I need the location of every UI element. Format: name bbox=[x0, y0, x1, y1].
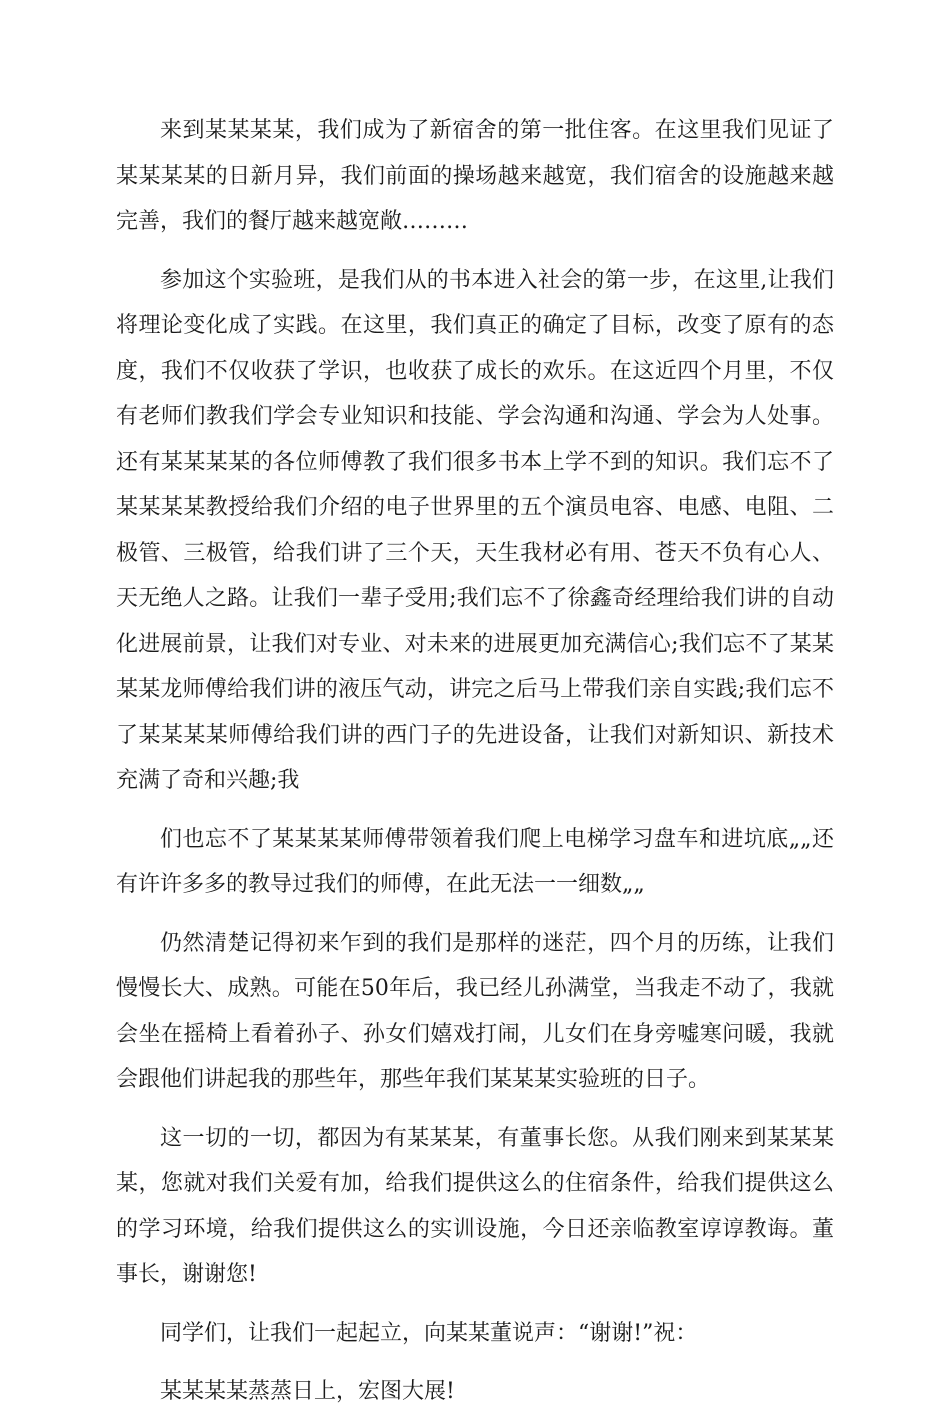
paragraph-4: 仍然清楚记得初来乍到的我们是那样的迷茫，四个月的历练，让我们慢慢长大、成熟。可能在50年后，我已经儿孙满堂，当我走不动了，我就会坐在摇椅上看着孙子、孙女们嬉戏打闹，儿女们在身旁嘘寒问暖，我就会跟他们讲起我的那些年，那些年我们某某某实验班的日子。 bbox=[116, 930, 834, 1092]
document-body bbox=[116, 108, 834, 1415]
paragraph-1: 来到某某某某，我们成为了新宿舍的第一批住客。在这里我们见证了某某某某的日新月异，我们前面的操场越来越宽，我们宿舍的设施越来越完善，我们的餐厅越来越宽敞……… bbox=[116, 118, 834, 234]
paragraph-3: 们也忘不了某某某某师傅带领着我们爬上电梯学习盘车和进坑底„„还有许许多多的教导过我们的师傅，在此无法一一细数„„ bbox=[116, 826, 834, 897]
paragraph-7: 某某某某蒸蒸日上，宏图大展! bbox=[160, 1379, 455, 1404]
paragraph-2: 参加这个实验班，是我们从的书本进入社会的第一步，在这里,让我们将理论变化成了实践。在这里，我们真正的确定了目标，改变了原有的态度，我们不仅收获了学识，也收获了成长的欢乐。在这近四个月里，不仅有老师们教我们学会专业知识和技能、学会沟通和沟通、学会为人处事。还有某某某某的各位师傅教了我们很多书本上学不到的知识。我们忘不了某某某某教授给我们介绍的电子世界里的五个演员电容、电感、电阻、二极管、三极管，给我们讲了三个天，天生我材必有用、苍天不负有心人、天无绝人之路。让我们一辈子受用;我们忘不了徐鑫奇经理给我们讲的自动化进展前景，让我们对专业、对未来的进展更加充满信心;我们忘不了某某某某龙师傅给我们讲的液压气动，讲完之后马上带我们亲自实践;我们忘不了某某某某师傅给我们讲的西门子的先进设备，让我们对新知识、新技术充满了奇和兴趣;我 bbox=[116, 267, 834, 793]
paragraph-6: 同学们，让我们一起起立，向某某董说声：“谢谢!”祝： bbox=[160, 1320, 698, 1346]
paragraph-5: 这一切的一切，都因为有某某某，有董事长您。从我们刚来到某某某某，您就对我们关爱有加，给我们提供这么的住宿条件，给我们提供这么的学习环境，给我们提供这么的实训设施，今日还亲临教室谆谆教诲。董事长，谢谢您! bbox=[116, 1125, 834, 1287]
